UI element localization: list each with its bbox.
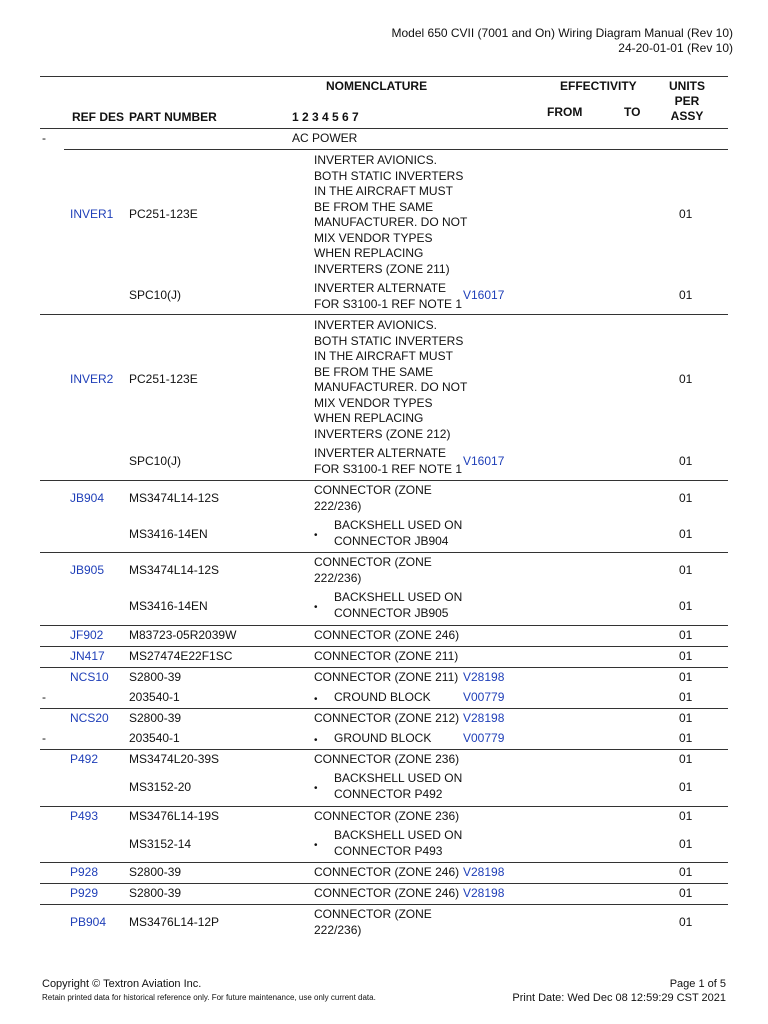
units-value: 01 [679,207,693,221]
part-number: MS3474L20-39S [129,752,220,766]
ref-des-link[interactable]: JB905 [70,563,105,577]
indent-bullet: • [314,735,318,746]
row-dash: - [42,690,46,704]
units-value: 01 [679,649,693,663]
row-divider [40,314,728,315]
row-divider [40,646,728,647]
units-value: 01 [679,628,693,642]
vendor-code-link[interactable]: V00779 [463,690,505,704]
vendor-code-link[interactable]: V28198 [463,865,505,879]
units-value: 01 [679,711,693,725]
row-divider [40,708,728,709]
units-value: 01 [679,865,693,879]
nomenclature-header: NOMENCLATURE [326,79,428,93]
nomenclature-text: INVERTER ALTERNATE FOR S3100-1 REF NOTE 1 [314,446,463,476]
indent-levels-header: 1 2 3 4 5 6 7 [292,110,359,124]
row-divider [40,904,728,905]
units-value: 01 [679,809,693,823]
row-divider [64,149,728,150]
indent-bullet: • [314,783,318,794]
part-number: PC251-123E [129,372,198,386]
indent-bullet: • [314,530,318,541]
part-number-header: PART NUMBER [129,110,217,124]
units-value: 01 [679,372,693,386]
units-value: 01 [679,886,693,900]
nomenclature-text: CONNECTOR (ZONE 211) [314,670,459,684]
nomenclature-text: INVERTER AVIONICS. BOTH STATIC INVERTERS IN THE AIRCRAFT MUST BE FROM THE SAME MANUFACTURER. DO NOT MIX VENDOR TYPES WHEN REPLACING INVERTERS (ZONE 212) [314,318,468,441]
vendor-code-link[interactable]: V16017 [463,288,505,302]
ref-des-link[interactable]: P492 [70,752,99,766]
part-number: SPC10(J) [129,454,182,468]
ref-des-link[interactable]: NCS20 [70,711,109,725]
footer-right [512,977,726,1005]
units-value: 01 [679,690,693,704]
part-number: MS3476L14-12P [129,915,220,929]
units-value: 01 [679,527,693,541]
ref-des-header: REF DES [72,110,125,124]
section-title: AC POWER [292,131,358,145]
row-divider [40,552,728,553]
units-value: 01 [679,491,693,505]
part-number: S2800-39 [129,711,182,725]
vendor-code-link[interactable]: V28198 [463,711,505,725]
ref-des-link[interactable]: JF902 [70,628,104,642]
ref-des-link[interactable]: INVER1 [70,207,114,221]
part-number: 203540-1 [129,690,180,704]
nomenclature-text: CONNECTOR (ZONE 246) [314,886,460,900]
indent-bullet: • [314,694,318,705]
disclaimer-text: Retain printed data for historical reference only. For future maintenance, use only current data. [42,993,376,1002]
nomenclature-text: BACKSHELL USED ON CONNECTOR P492 [334,771,463,801]
effectivity-header: EFFECTIVITY [560,79,637,93]
nomenclature-text: GROUND BLOCK [334,731,432,745]
part-number: MS27474E22F1SC [129,649,233,663]
units-header-line2: PER [674,94,700,108]
nomenclature-text: BACKSHELL USED ON CONNECTOR P493 [334,828,463,858]
nomenclature-text: BACKSHELL USED ON CONNECTOR JB905 [334,590,463,620]
page-number: Page 1 of 5 [669,978,726,990]
units-value: 01 [679,752,693,766]
nomenclature-text: BACKSHELL USED ON CONNECTOR JB904 [334,518,463,548]
table-top-rule [40,76,728,77]
row-divider [40,806,728,807]
indent-bullet: • [314,840,318,851]
ref-des-link[interactable]: PB904 [70,915,107,929]
ref-des-link[interactable]: JB904 [70,491,105,505]
row-divider [40,480,728,481]
copyright-text: Copyright © Textron Aviation Inc. [42,978,202,990]
units-value: 01 [679,454,693,468]
nomenclature-text: CONNECTOR (ZONE 222/236) [314,483,432,513]
nomenclature-text: INVERTER ALTERNATE FOR S3100-1 REF NOTE 1 [314,281,463,311]
document-reference: 24-20-01-01 (Rev 10) [618,41,733,55]
from-header: FROM [547,105,583,119]
nomenclature-text: CONNECTOR (ZONE 212) [314,711,460,725]
nomenclature-text: CONNECTOR (ZONE 222/236) [314,555,432,585]
ref-des-link[interactable]: P929 [70,886,99,900]
nomenclature-text: CONNECTOR (ZONE 222/236) [314,907,432,937]
indent-bullet: • [314,602,318,613]
part-number: SPC10(J) [129,288,182,302]
units-value: 01 [679,731,693,745]
nomenclature-text: INVERTER AVIONICS. BOTH STATIC INVERTERS IN THE AIRCRAFT MUST BE FROM THE SAME MANUFACTURER. DO NOT MIX VENDOR TYPES WHEN REPLACING INVERTERS (ZONE 211) [314,153,468,276]
units-value: 01 [679,599,693,613]
vendor-code-link[interactable]: V16017 [463,454,505,468]
ref-des-link[interactable]: INVER2 [70,372,114,386]
footer-left [42,977,376,1005]
vendor-code-link[interactable]: V00779 [463,731,505,745]
part-number: MS3474L14-12S [129,563,220,577]
ref-des-link[interactable]: P493 [70,809,99,823]
part-number: MS3152-20 [129,780,192,794]
row-divider [40,625,728,626]
nomenclature-text: CONNECTOR (ZONE 246) [314,865,460,879]
part-number: MS3416-14EN [129,599,208,613]
part-number: MS3152-14 [129,837,192,851]
units-value: 01 [679,670,693,684]
row-dash: - [42,731,46,745]
nomenclature-text: CROUND BLOCK [334,690,431,704]
ref-des-link[interactable]: NCS10 [70,670,109,684]
units-value: 01 [679,780,693,794]
units-header-line1: UNITS [669,79,705,93]
ref-des-link[interactable]: P928 [70,865,99,879]
nomenclature-text: CONNECTOR (ZONE 236) [314,809,460,823]
row-dash: - [42,131,46,145]
manual-title: Model 650 CVII (7001 and On) Wiring Diagram Manual (Rev 10) [391,26,733,40]
units-value: 01 [679,288,693,302]
nomenclature-text: CONNECTOR (ZONE 236) [314,752,460,766]
row-divider [40,883,728,884]
units-value: 01 [679,563,693,577]
part-number: MS3474L14-12S [129,491,220,505]
row-divider [40,749,728,750]
part-number: 203540-1 [129,731,180,745]
print-date: Print Date: Wed Dec 08 12:59:29 CST 2021 [512,992,726,1004]
nomenclature-text: CONNECTOR (ZONE 246) [314,628,460,642]
part-number: MS3476L14-19S [129,809,220,823]
part-number: M83723-05R2039W [129,628,237,642]
units-value: 01 [679,837,693,851]
nomenclature-text: CONNECTOR (ZONE 211) [314,649,459,663]
part-number: MS3416-14EN [129,527,208,541]
ref-des-link[interactable]: JN417 [70,649,105,663]
units-header-line3: ASSY [670,109,704,123]
part-number: PC251-123E [129,207,198,221]
document-header [392,26,733,56]
vendor-code-link[interactable]: V28198 [463,886,505,900]
header-bottom-rule [40,128,728,129]
to-header: TO [624,105,641,119]
row-divider [40,862,728,863]
row-divider [40,667,728,668]
vendor-code-link[interactable]: V28198 [463,670,505,684]
part-number: S2800-39 [129,886,182,900]
units-value: 01 [679,915,693,929]
part-number: S2800-39 [129,865,182,879]
part-number: S2800-39 [129,670,182,684]
